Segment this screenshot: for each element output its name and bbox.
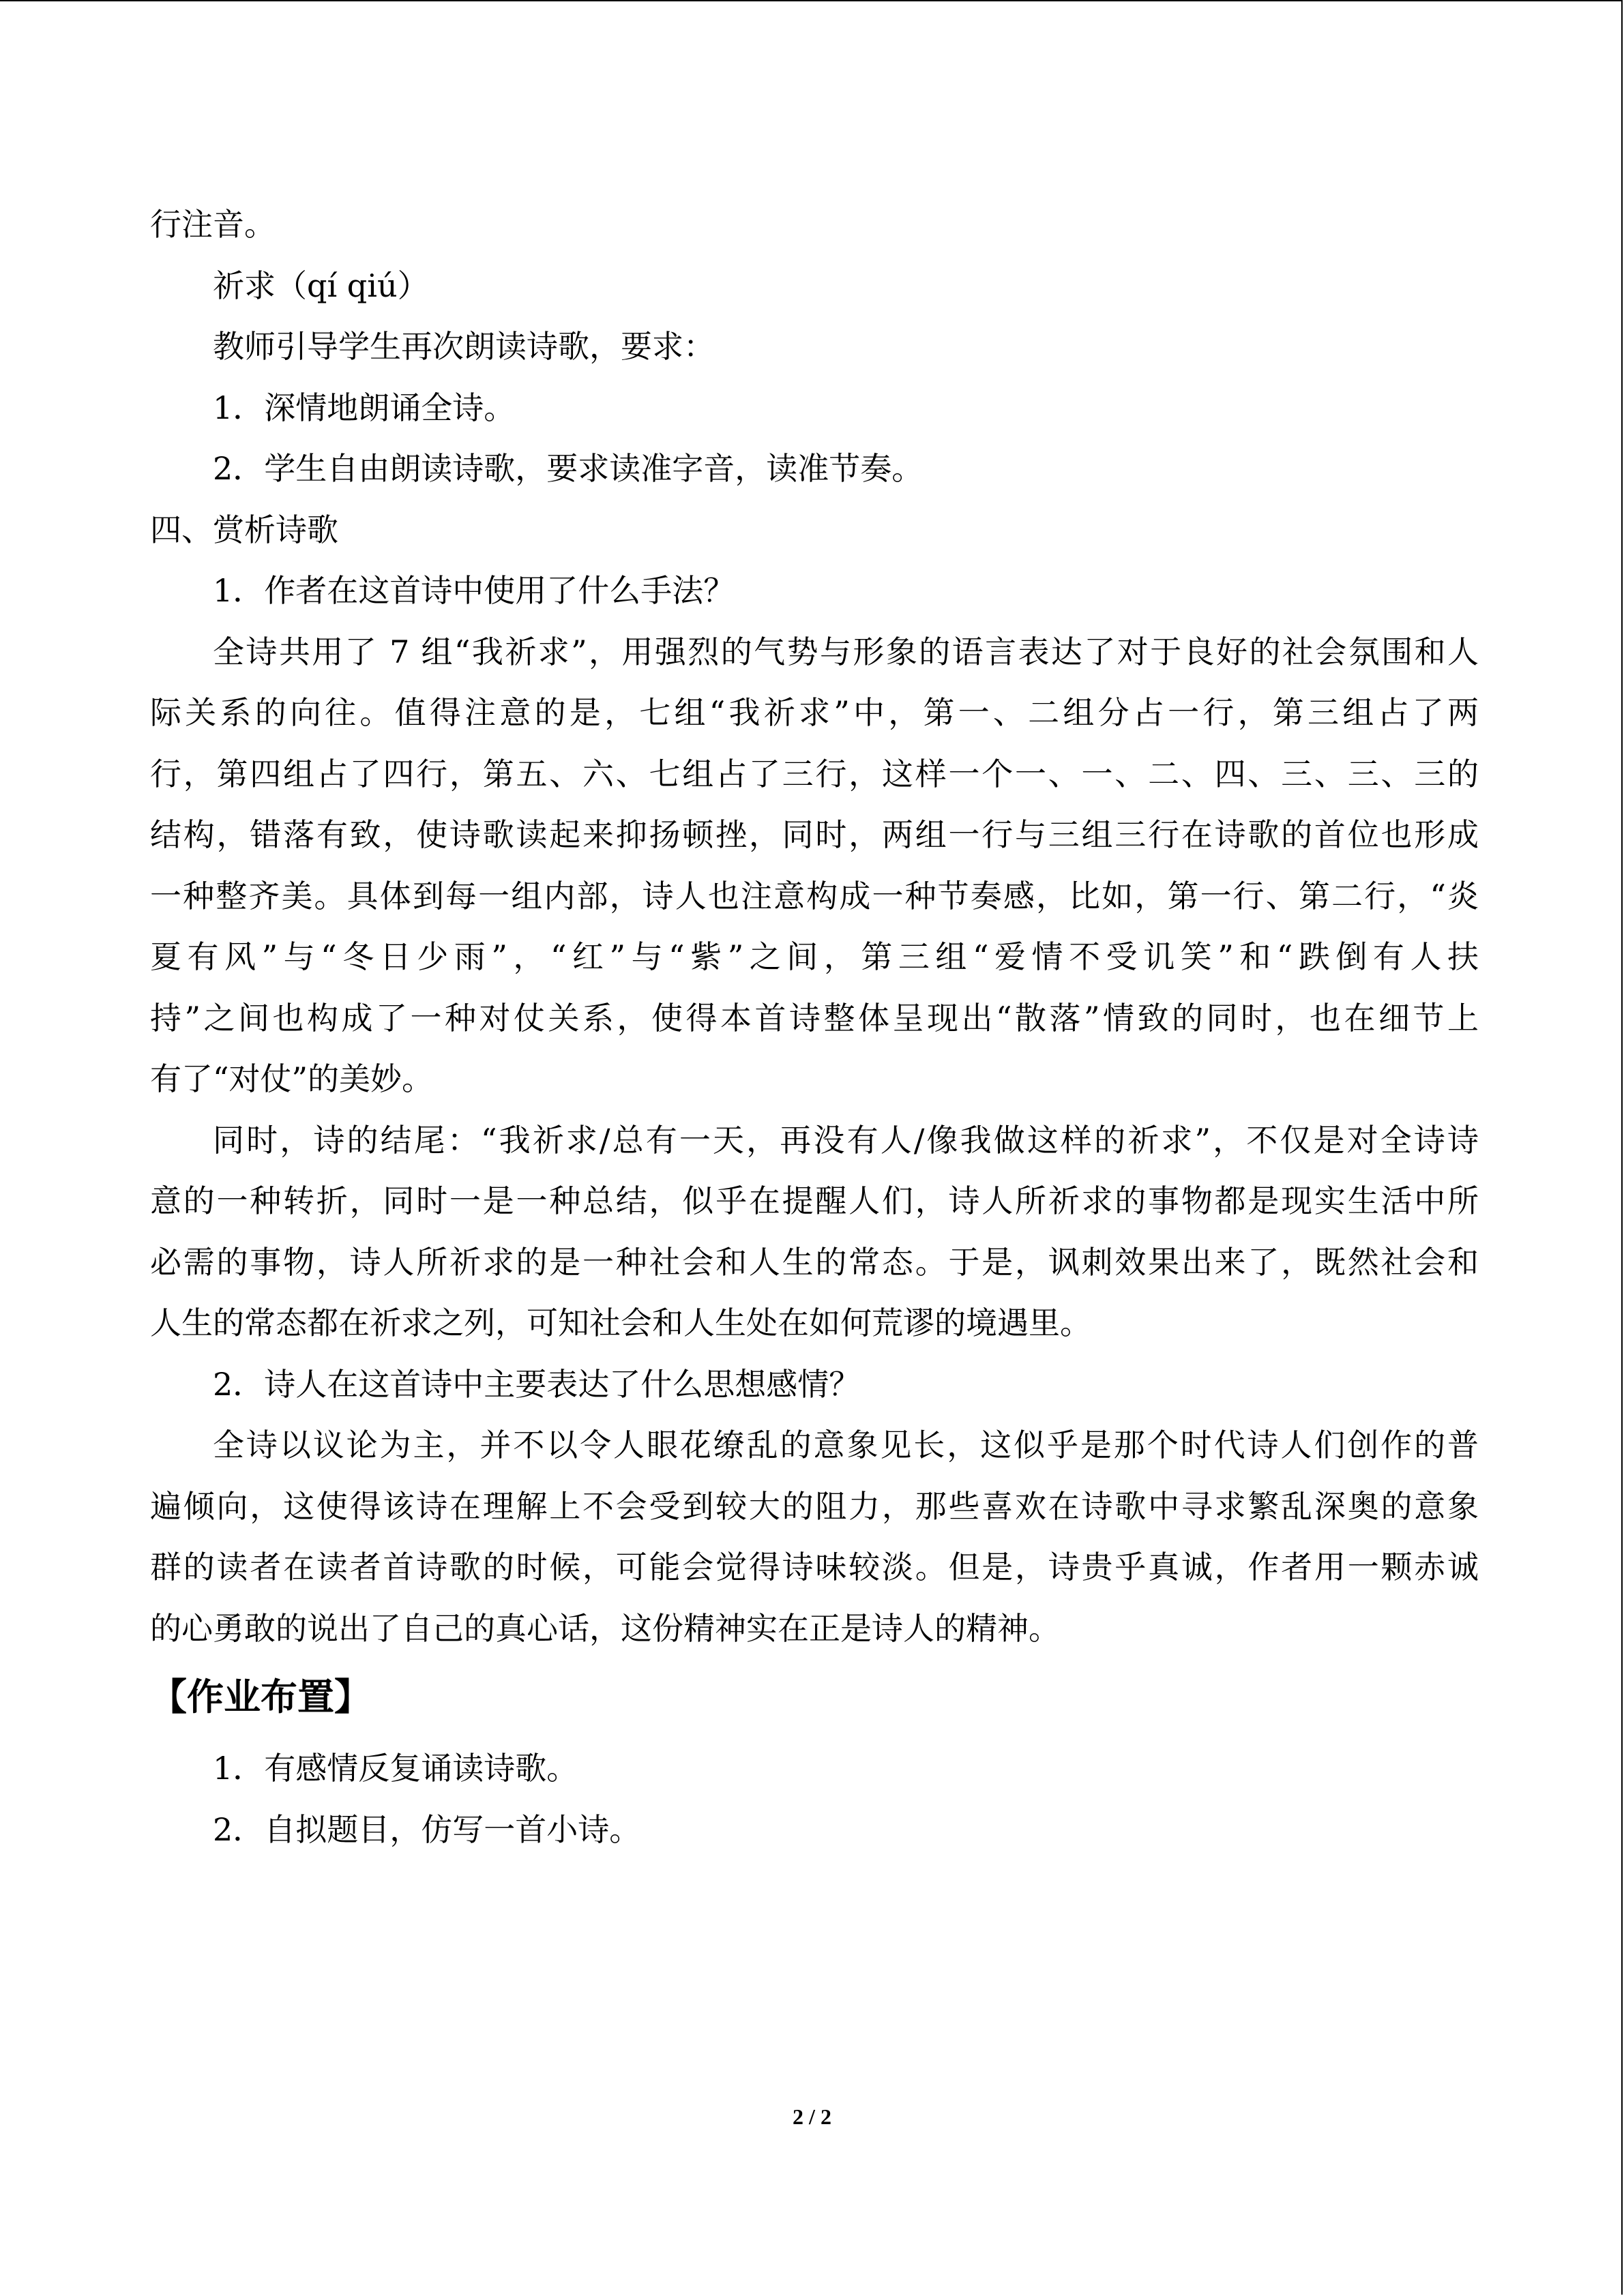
list-item: 2．学生自由朗读诗歌，要求读准字音，读准节奏。	[213, 450, 924, 487]
page-number: 2 / 2	[793, 2104, 831, 2129]
paragraph-line: 有了“对仗”的美妙。	[150, 1060, 434, 1097]
paragraph-line: 际关系的向往。值得注意的是，七组“我祈求”中，第一、二组分占一行，第三组占了两	[150, 694, 1479, 731]
paragraph-line: 的心勇敢的说出了自己的真心话，这份精神实在正是诗人的精神。	[150, 1609, 1060, 1647]
section-title: 四、赏析诗歌	[150, 511, 338, 548]
homework-item: 1．有感情反复诵读诗歌。	[213, 1750, 578, 1787]
document-body	[150, 194, 1479, 1860]
paragraph-line: 一种整齐美。具体到每一组内部，诗人也注意构成一种节奏感，比如，第一行、第二行，“炎	[150, 877, 1479, 914]
paragraph-2	[150, 1110, 1479, 1354]
paragraph-line: 夏有风”与“冬日少雨”，“红”与“紫”之间，第三组“爱情不受讥笑”和“跌倒有人扶	[150, 938, 1479, 975]
paragraph-line: 人生的常态都在祈求之列，可知社会和人生处在如何荒谬的境遇里。	[150, 1304, 1091, 1341]
paragraph-line: 结构，错落有致，使诗歌读起来抑扬顿挫，同时，两组一行与三组三行在诗歌的首位也形成	[150, 816, 1479, 853]
text-line: 行注音。	[150, 206, 276, 243]
paragraph-line: 群的读者在读者首诗歌的时候，可能会觉得诗味较淡。但是，诗贵乎真诚，作者用一颗赤诚	[150, 1549, 1479, 1585]
question-2: 2．诗人在这首诗中主要表达了什么思想感情？	[213, 1365, 861, 1403]
paragraph-line: 遍倾向，这使得该诗在理解上不会受到较大的阻力，那些喜欢在诗歌中寻求繁乱深奥的意象	[150, 1487, 1479, 1525]
list-item: 1．深情地朗诵全诗。	[213, 389, 516, 426]
paragraph-line: 行，第四组占了四行，第五、六、七组占了三行，这样一个一、一、二、四、三、三、三的	[150, 755, 1479, 792]
paragraph-1	[150, 622, 1479, 1110]
homework-item: 2．自拟题目，仿写一首小诗。	[213, 1810, 641, 1848]
homework-heading: 【作业布置】	[150, 1675, 371, 1718]
paragraph-line: 全诗以议论为主，并不以令人眼花缭乱的意象见长，这似乎是那个时代诗人们创作的普	[213, 1427, 1479, 1463]
text-line: 教师引导学生再次朗读诗歌，要求：	[213, 328, 715, 365]
paragraph-line: 同时，诗的结尾：“我祈求/总有一天，再没有人/像我做这样的祈求”，不仅是对全诗诗	[213, 1121, 1479, 1159]
paragraph-3	[150, 1415, 1479, 1659]
paragraph-line: 持”之间也构成了一种对仗关系，使得本首诗整体呈现出“散落”情致的同时，也在细节上	[150, 999, 1479, 1037]
pinyin-line: 祈求（qí qiú）	[213, 267, 429, 304]
question-1: 1．作者在这首诗中使用了什么手法？	[213, 572, 735, 609]
paragraph-line: 意的一种转折，同时一是一种总结，似乎在提醒人们，诗人所祈求的事物都是现实生活中所	[150, 1182, 1479, 1219]
paragraph-line: 必需的事物，诗人所祈求的是一种社会和人生的常态。于是，讽刺效果出来了，既然社会和	[150, 1243, 1479, 1281]
paragraph-line: 全诗共用了 7 组“我祈求”，用强烈的气势与形象的语言表达了对于良好的社会氛围和人	[213, 633, 1479, 670]
